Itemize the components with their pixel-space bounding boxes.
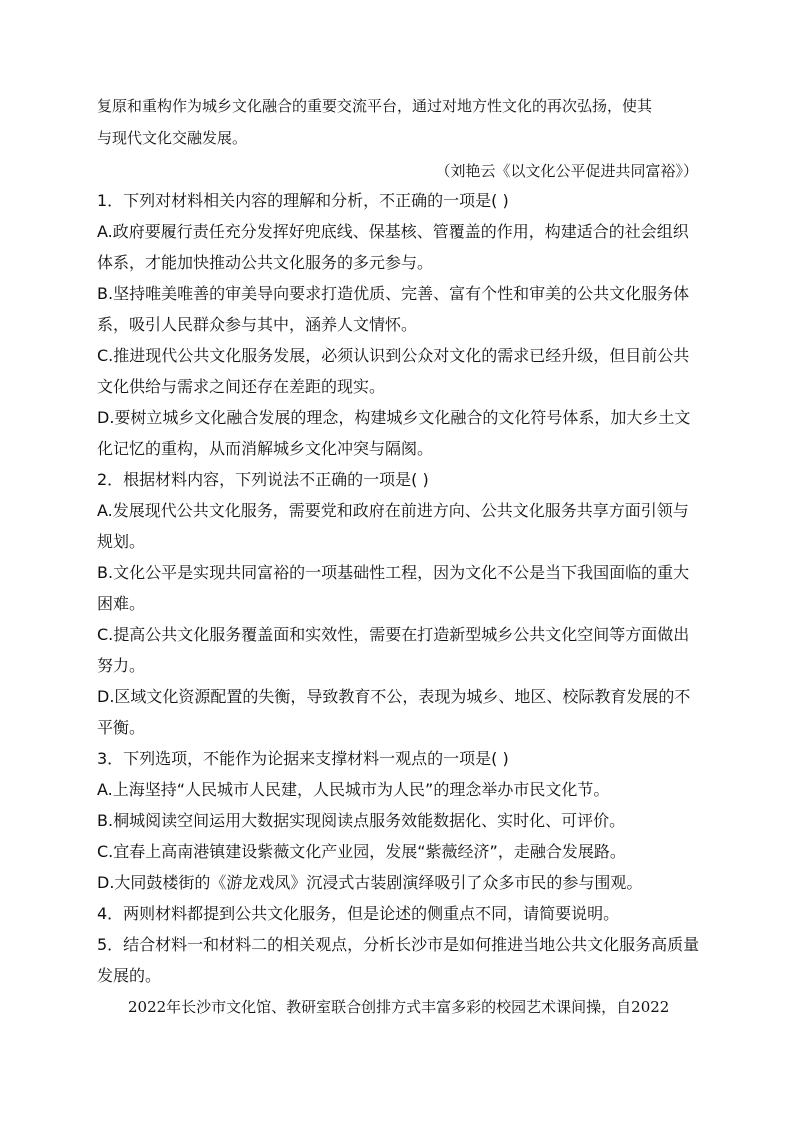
question-1-option-b: B.坚持唯美唯善的审美导向要求打造优质、完善、富有个性和审美的公共文化服务体 — [97, 284, 690, 303]
question-1-option-d: D.要树立城乡文化融合发展的理念，构建城乡文化融合的文化符号体系，加大乡土文 — [97, 408, 691, 427]
question-2-option-d-cont: 平衡。 — [97, 718, 146, 737]
next-passage-line: 2022年长沙市文化馆、教研室联合创排方式丰富多彩的校园艺术课间操，自2022 — [128, 998, 670, 1016]
question-1-option-a: A.政府要履行责任充分发挥好兜底线、保基核、管覆盖的作用，构建适合的社会组织 — [97, 222, 689, 241]
question-2-option-a-cont: 规划。 — [97, 532, 146, 551]
question-5-stem: 5．结合材料一和材料二的相关观点，分析长沙市是如何推进当地公共文化服务高质量 — [97, 935, 700, 954]
question-2-option-c-cont: 努力。 — [97, 656, 146, 675]
question-1-option-c: C.推进现代公共文化服务发展，必须认识到公众对文化的需求已经升级，但目前公共 — [97, 346, 690, 365]
question-5-stem-cont: 发展的。 — [97, 966, 162, 985]
question-1-stem: 1．下列对材料相关内容的理解和分析，不正确的一项是( ) — [97, 191, 509, 210]
passage-line: 复原和重构作为城乡文化融合的重要交流平台，通过对地方性文化的再次弘扬，使其 — [97, 97, 653, 115]
question-2-option-a: A.发展现代公共文化服务，需要党和政府在前进方向、公共文化服务共享方面引领与 — [97, 501, 689, 520]
question-3-option-c: C.宜春上高南港镇建设紫薇文化产业园，发展“紫薇经济”，走融合发展路。 — [97, 842, 626, 861]
question-2-option-b-cont: 困难。 — [97, 594, 146, 613]
question-2-stem: 2．根据材料内容，下列说法不正确的一项是( ) — [97, 470, 429, 489]
question-4-stem: 4．两则材料都提到公共文化服务，但是论述的侧重点不同，请简要说明。 — [97, 904, 620, 923]
question-1-option-a-cont: 体系，才能加快推动公共文化服务的多元参与。 — [97, 253, 434, 272]
question-2-option-c: C.提高公共文化服务覆盖面和实效性，需要在打造新型城乡公共文化空间等方面做出 — [97, 625, 690, 644]
question-3-stem: 3．下列选项，不能作为论据来支撑材料一观点的一项是( ) — [97, 749, 509, 768]
question-3-option-b: B.桐城阅读空间运用大数据实现阅读点服务效能数据化、实时化、可评价。 — [97, 811, 626, 830]
question-2-option-d: D.区域文化资源配置的失衡，导致教育不公，表现为城乡、地区、校际教育发展的不 — [97, 687, 691, 706]
question-1-option-d-cont: 化记忆的重构，从而消解城乡文化冲突与隔阂。 — [97, 439, 434, 458]
question-3-option-a: A.上海坚持“人民城市人民建，人民城市为人民”的理念举办市民文化节。 — [97, 780, 610, 799]
question-2-option-b: B.文化公平是实现共同富裕的一项基础性工程，因为文化不公是当下我国面临的重大 — [97, 563, 690, 582]
question-1-option-b-cont: 系，吸引人民群众参与其中，涵养人文情怀。 — [97, 315, 418, 334]
passage-attribution: （刘艳云《以文化公平促进共同富裕》） — [435, 162, 698, 180]
question-3-option-d: D.大同鼓楼街的《游龙戏凤》沉浸式古装剧演绎吸引了众多市民的参与围观。 — [97, 873, 643, 892]
question-1-option-c-cont: 文化供给与需求之间还存在差距的现实。 — [97, 377, 386, 396]
passage-line: 与现代文化交融发展。 — [97, 129, 248, 147]
